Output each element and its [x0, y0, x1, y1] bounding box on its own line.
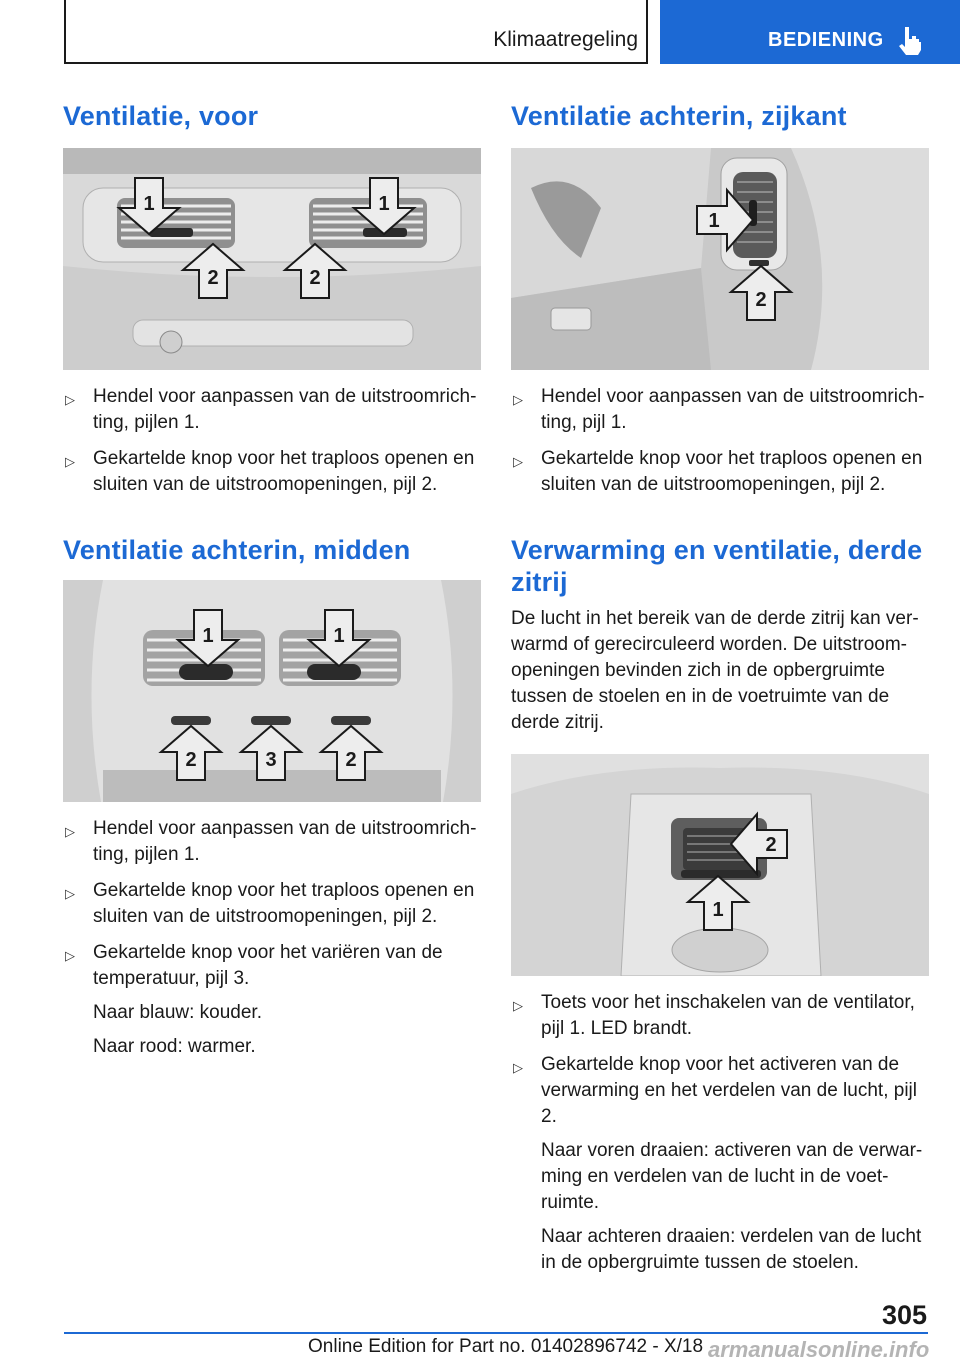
third-row-intro: De lucht in het bereik van de derde zitrij kan verwarmd of gerecirculeerd worden. De uitstroomopeningen bevinden zich in de opbergruimte tussen de stoelen en in de voetruimte van de derde zitrij. — [511, 608, 919, 733]
right-column — [511, 100, 929, 1286]
left-column — [63, 100, 481, 1070]
note-text: Naar voren draaien: activeren van de verwarming en verdelen van de lucht in de voetruimte. — [541, 1140, 923, 1213]
header-chapter-title: BEDIENING — [768, 29, 884, 51]
note-text: Naar blauw: kouder. — [93, 1002, 262, 1023]
third-row-arrow-1-label: 1 — [712, 899, 724, 921]
header-section-box — [64, 0, 648, 64]
list-item: ▷ Gekartelde knop voor het traploos openen en sluiten van de uitstroomopeningen, pijl 2. — [513, 448, 923, 495]
list-third-row — [511, 990, 929, 1276]
rear-side-arrow-1-label: 1 — [708, 210, 720, 232]
figure-third-row-vent — [511, 754, 929, 976]
footer-rule — [64, 1332, 928, 1334]
section-title-rear-side: Ventilatie achterin, zijkant — [511, 101, 847, 131]
note-text: Naar achteren draaien: verdelen van de lucht in de opbergruimte tussen de stoelen. — [541, 1226, 922, 1273]
triangle-bullet-icon: ▷ — [65, 392, 75, 407]
figure-front-vents — [63, 148, 481, 370]
list-item: ▷ Gekartelde knop voor het activeren van de verwarming en het verdelen van de lucht, pijl 2. Naar voren draaien: activeren van de verwarming en verdelen van de lucht in de voetruimte. Naar achteren draaien: verdelen van de lucht in de opbergruimte tussen de stoelen. — [511, 1052, 929, 1276]
header-chapter-tab[interactable] — [660, 0, 960, 64]
list-rear-middle — [63, 816, 481, 1060]
list-item: ▷ Hendel voor aanpassen van de uitstroomrichting, pijlen 1. — [65, 386, 477, 433]
header-section-title: Klimaatregeling — [493, 28, 638, 51]
triangle-bullet-icon: ▷ — [65, 454, 75, 469]
figure-rear-side-vent — [511, 148, 929, 370]
third-row-arrow-2-label: 2 — [765, 834, 777, 856]
list-item: ▷ Gekartelde knop voor het traploos openen en sluiten van de uitstroomopeningen, pijl 2. — [65, 448, 475, 495]
watermark: armanualsonline.info — [708, 1337, 930, 1362]
list-item: ▷ Toets voor het inschakelen van de ventilator, pijl 1. LED brandt. — [513, 992, 915, 1039]
rear-middle-arrow-1a-label: 1 — [202, 625, 214, 647]
list-rear-side — [511, 384, 929, 498]
page-number: 305 — [882, 1300, 928, 1330]
note-text: Naar rood: warmer. — [93, 1036, 256, 1057]
triangle-bullet-icon: ▷ — [513, 1060, 523, 1075]
triangle-bullet-icon: ▷ — [513, 998, 523, 1013]
figure-rear-middle-vents — [63, 580, 481, 802]
footer-edition: Online Edition for Part no. 01402896742 - X/18 — [308, 1336, 704, 1357]
rear-middle-arrow-2b-label: 2 — [345, 749, 357, 771]
front-arrow-2a-label: 2 — [207, 267, 219, 289]
rear-middle-arrow-2a-label: 2 — [185, 749, 197, 771]
rear-middle-arrow-3-label: 3 — [265, 749, 277, 771]
list-front — [63, 384, 481, 498]
triangle-bullet-icon: ▷ — [65, 948, 75, 963]
list-item: ▷ Hendel voor aanpassen van de uitstroomrichting, pijl 1. — [513, 386, 925, 433]
section-title-front: Ventilatie, voor — [63, 101, 259, 131]
rear-middle-arrow-1b-label: 1 — [333, 625, 345, 647]
front-vent-right — [309, 198, 427, 248]
section-title-third-row: Verwarming en ventilatie, derde zitrij — [511, 535, 923, 597]
rear-side-arrow-2-label: 2 — [755, 289, 767, 311]
triangle-bullet-icon: ▷ — [65, 886, 75, 901]
front-arrow-1a-label: 1 — [143, 193, 155, 215]
front-arrow-2b-label: 2 — [309, 267, 321, 289]
pointing-hand-icon — [896, 25, 922, 55]
list-item: ▷ Hendel voor aanpassen van de uitstroomrichting, pijlen 1. — [65, 818, 477, 865]
front-arrow-1b-label: 1 — [378, 193, 390, 215]
section-title-rear-middle: Ventilatie achterin, midden — [63, 535, 411, 565]
triangle-bullet-icon: ▷ — [65, 824, 75, 839]
list-item: ▷ Gekartelde knop voor het variëren van de temperatuur, pijl 3. Naar blauw: kouder. Naar rood: warmer. — [63, 940, 481, 1060]
list-item: ▷ Gekartelde knop voor het traploos openen en sluiten van de uitstroomopeningen, pijl 2. — [65, 880, 475, 927]
triangle-bullet-icon: ▷ — [513, 454, 523, 469]
triangle-bullet-icon: ▷ — [513, 392, 523, 407]
